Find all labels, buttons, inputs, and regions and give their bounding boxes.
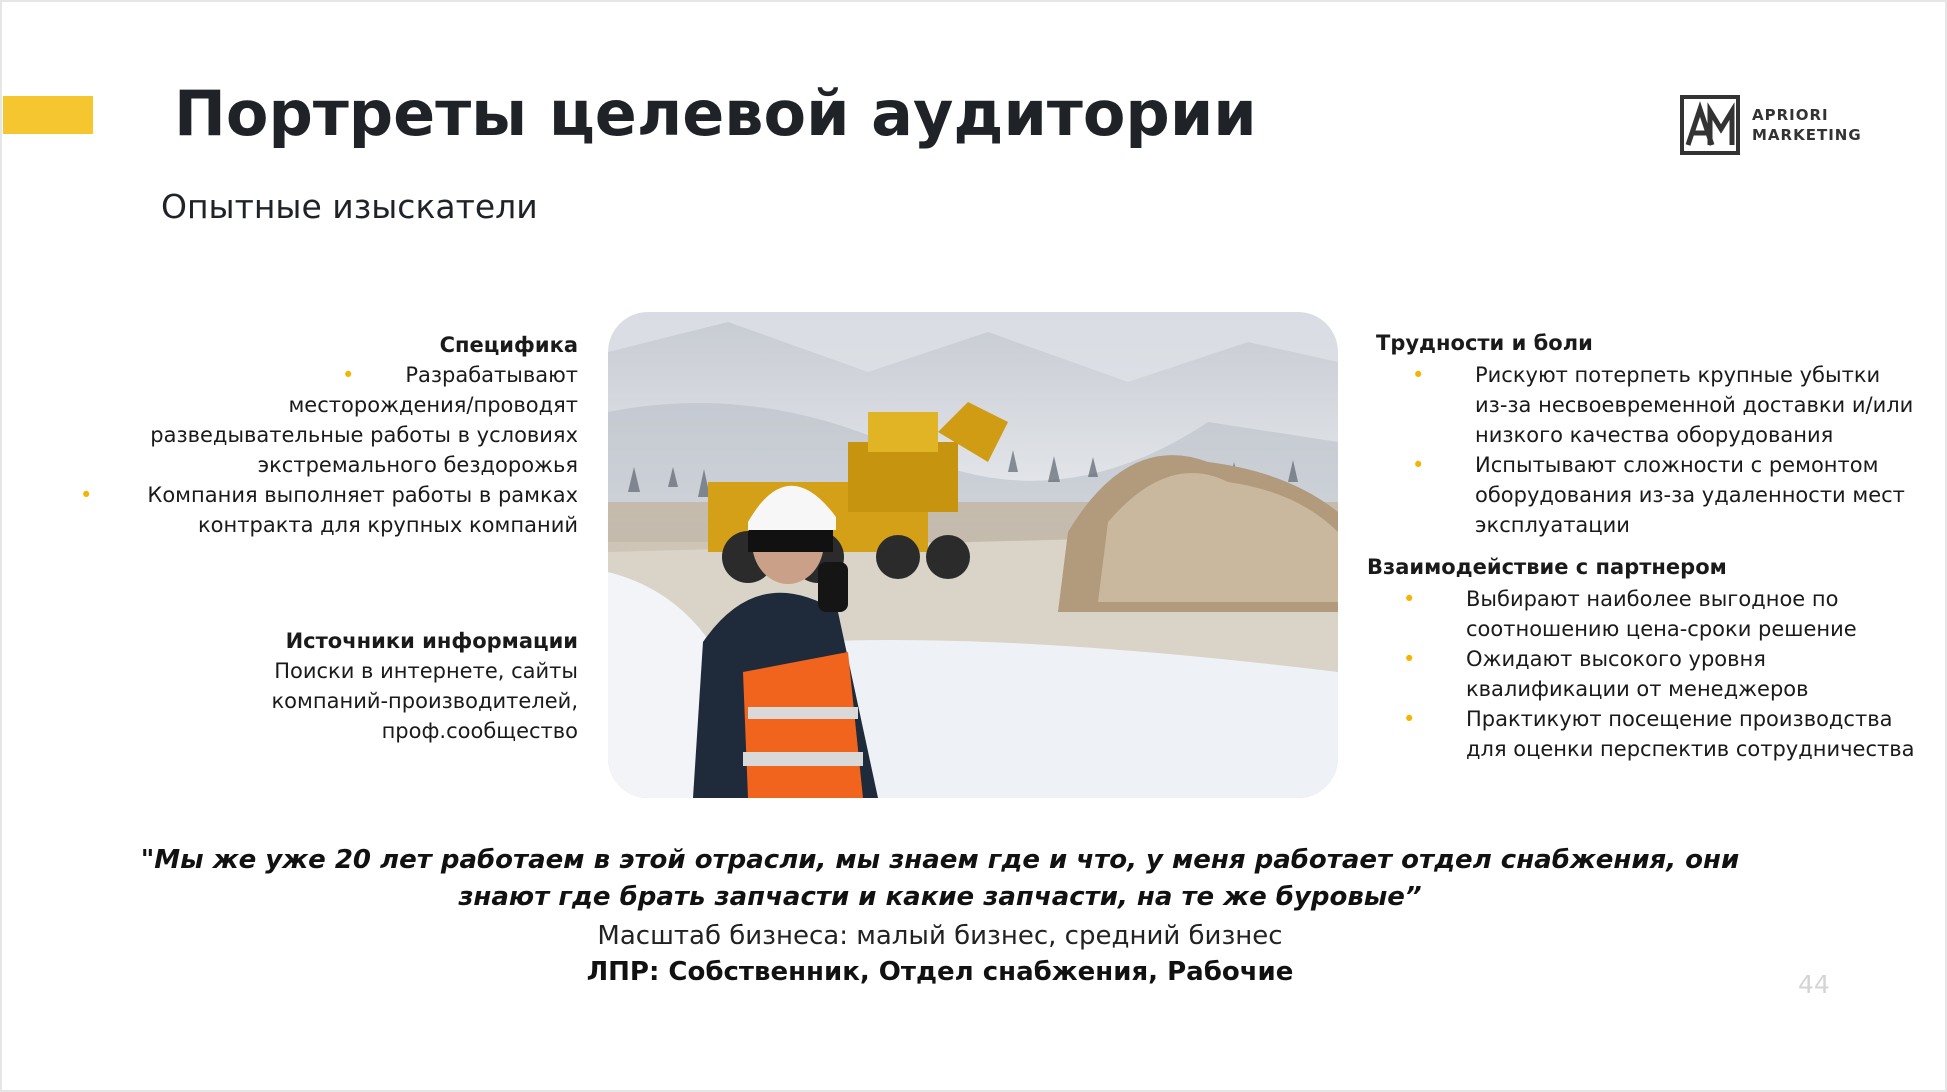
sources-line: Поиски в интернете, сайты (274, 659, 578, 683)
sources-block (150, 626, 578, 746)
partner-block (1367, 552, 1937, 764)
pains-heading: Трудности и боли (1376, 331, 1593, 355)
partner-list (1367, 584, 1937, 764)
partner-item-1 (1367, 584, 1937, 644)
specifics-line: контракта для крупных компаний (198, 513, 578, 537)
accent-bar (3, 96, 93, 134)
partner-line: • Практикуют посещение производства (1466, 707, 1893, 731)
specifics-item-1 (100, 360, 578, 480)
pains-line: • Рискуют потерпеть крупные убытки (1475, 363, 1881, 387)
specifics-list (100, 360, 578, 540)
mining-worker-photo (608, 312, 1338, 798)
logo-line-1: APRIORI (1752, 106, 1829, 124)
sources-line: компаний-производителей, (271, 689, 578, 713)
apriori-marketing-logo (1680, 95, 1862, 155)
partner-line: для оценки перспектив сотрудничества (1466, 737, 1915, 761)
photo-illustration (608, 312, 1338, 798)
pains-line: • Испытывают сложности с ремонтом (1475, 453, 1879, 477)
specifics-line: • Разрабатывают (405, 363, 578, 387)
pains-line: из-за несвоевременной доставки и/или (1475, 393, 1914, 417)
specifics-item-2 (100, 480, 578, 540)
specifics-line: месторождения/проводят (288, 393, 578, 417)
specifics-line: экстремального бездорожья (257, 453, 578, 477)
specifics-block (100, 330, 578, 540)
logo-line-2: MARKETING (1752, 126, 1862, 144)
customer-quote (100, 842, 1780, 916)
specifics-heading: Специфика (439, 333, 578, 357)
pains-item-2 (1376, 450, 1936, 540)
sources-line: проф.сообщество (381, 719, 578, 743)
specifics-line: • Компания выполняет работы в рамках (147, 483, 578, 507)
decision-makers: ЛПР: Собственник, Отдел снабжения, Рабочие (586, 957, 1294, 987)
partner-line: • Ожидают высокого уровня (1466, 647, 1766, 671)
pains-block (1376, 328, 1936, 540)
sources-heading: Источники информации (285, 629, 578, 653)
logo-text (1752, 105, 1862, 145)
pains-line: низкого качества оборудования (1475, 423, 1834, 447)
pains-line: эксплуатации (1475, 513, 1630, 537)
partner-item-2 (1367, 644, 1937, 704)
quote-line-2: знают где брать запчасти и какие запчасти, на те же буровые” (458, 882, 1422, 912)
pains-list (1376, 360, 1936, 540)
pains-line: оборудования из-за удаленности мест (1475, 483, 1905, 507)
am-logo-icon (1680, 95, 1740, 155)
partner-line: соотношению цена-сроки решение (1466, 617, 1857, 641)
slide-title: Портреты целевой аудитории (174, 77, 1257, 150)
page-number: 44 (1798, 970, 1830, 999)
business-scale: Масштаб бизнеса: малый бизнес, средний бизнес (597, 921, 1283, 951)
slide-subtitle: Опытные изыскатели (161, 187, 538, 226)
partner-line: • Выбирают наиболее выгодное по (1466, 587, 1839, 611)
partner-line: квалификации от менеджеров (1466, 677, 1809, 701)
partner-heading: Взаимодействие с партнером (1367, 555, 1727, 579)
pains-item-1 (1376, 360, 1936, 450)
specifics-line: разведывательные работы в условиях (150, 423, 578, 447)
quote-line-1: "Мы же уже 20 лет работаем в этой отрасли, мы знаем где и что, у меня работает отдел снабжения, они (140, 845, 1740, 875)
partner-item-3 (1367, 704, 1937, 764)
